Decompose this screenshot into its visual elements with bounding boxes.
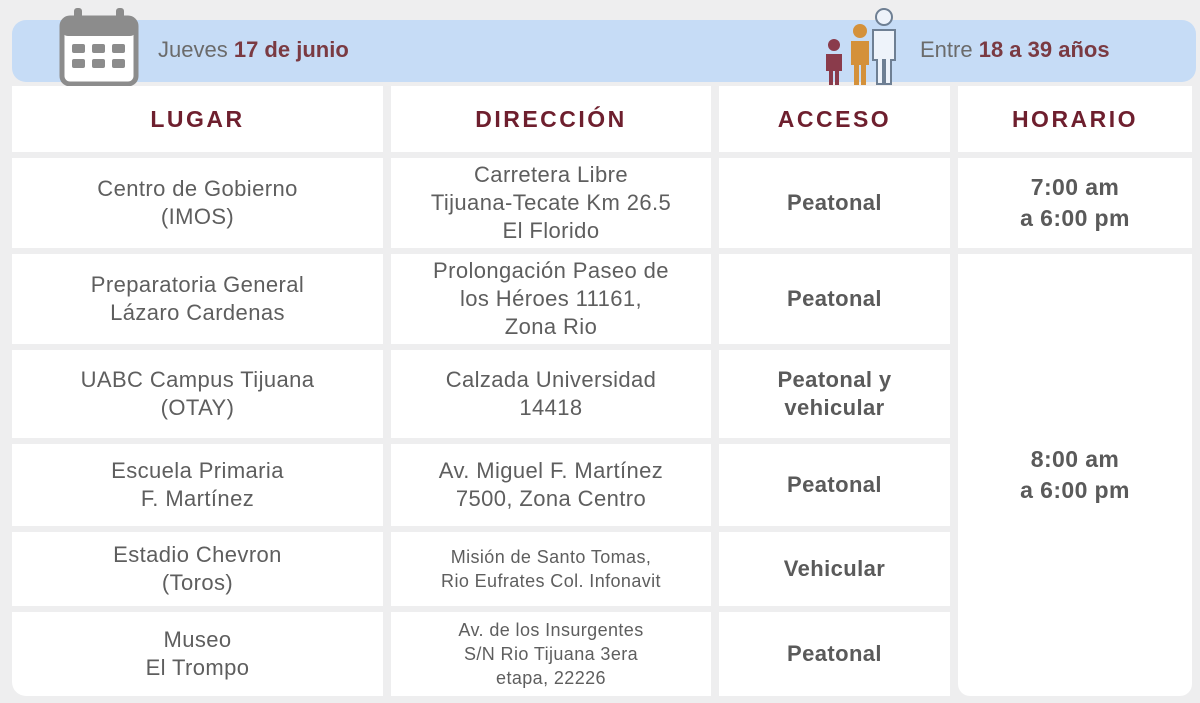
acceso-text: Vehicular (783, 556, 886, 581)
direccion-text: Prolongación Paseo de los Héroes 11161, Zona Rio (433, 258, 669, 339)
horario-text-first: 7:00 am a 6:00 pm (1020, 174, 1130, 231)
table-row-lugar (12, 532, 383, 606)
date-label (158, 37, 349, 63)
column-header-horario (958, 86, 1192, 152)
lugar-text: Preparatoria General Lázaro Cardenas (90, 272, 305, 325)
table-row-direccion (391, 532, 711, 606)
lugar-text: Estadio Chevron (Toros) (113, 542, 282, 595)
acceso-text: Peatonal (787, 472, 882, 497)
table-row-direccion (391, 612, 711, 696)
column-header-direccion (391, 86, 711, 152)
lugar-text: Centro de Gobierno (IMOS) (97, 176, 298, 229)
acceso-text: Peatonal y vehicular (777, 367, 892, 420)
acceso-text: Peatonal (787, 641, 882, 666)
table-row-direccion (391, 444, 711, 526)
horario-cell-first (958, 158, 1192, 248)
table-row-acceso (719, 444, 950, 526)
direccion-text: Carretera Libre Tijuana-Tecate Km 26.5 El Florido (430, 162, 672, 243)
column-header-horario-label: HORARIO (1011, 105, 1139, 132)
horario-cell-rest (958, 254, 1192, 696)
table-row-direccion (391, 350, 711, 438)
lugar-text: UABC Campus Tijuana (OTAY) (80, 367, 315, 420)
column-header-acceso (719, 86, 950, 152)
column-header-acceso-label: ACCESO (777, 105, 892, 132)
horario-text-rest: 8:00 am a 6:00 pm (1020, 446, 1130, 503)
age-value: 18 a 39 años (978, 37, 1110, 62)
table-row-lugar (12, 350, 383, 438)
direccion-text: Av. de los Insurgentes S/N Rio Tijuana 3era etapa, 22226 (458, 620, 644, 688)
table-row-lugar (12, 444, 383, 526)
table-row-lugar (12, 254, 383, 344)
family-icon (818, 6, 902, 86)
direccion-text: Misión de Santo Tomas, Rio Eufrates Col. Infonavit (441, 547, 661, 591)
table-row-acceso (719, 532, 950, 606)
lugar-text: Escuela Primaria F. Martínez (111, 458, 284, 511)
direccion-text: Calzada Universidad 14418 (445, 367, 657, 420)
table-row-direccion (391, 254, 711, 344)
table-row-acceso (719, 612, 950, 696)
acceso-text: Peatonal (787, 286, 882, 311)
table-row-lugar (12, 612, 383, 696)
age-prefix: Entre (920, 37, 973, 62)
table-row-acceso (719, 254, 950, 344)
table-row-acceso (719, 350, 950, 438)
date-prefix: Jueves (158, 37, 228, 62)
direccion-text: Av. Miguel F. Martínez 7500, Zona Centro (438, 458, 664, 511)
acceso-text: Peatonal (787, 190, 882, 215)
column-header-lugar-label: LUGAR (150, 105, 245, 132)
table-row-acceso (719, 158, 950, 248)
age-label (920, 37, 1110, 63)
column-header-direccion-label: DIRECCIÓN (475, 105, 627, 132)
calendar-icon (58, 6, 140, 88)
table-row-direccion (391, 158, 711, 248)
lugar-text: Museo El Trompo (145, 627, 250, 680)
column-header-lugar (12, 86, 383, 152)
date-value: 17 de junio (233, 37, 349, 62)
table-row-lugar (12, 158, 383, 248)
